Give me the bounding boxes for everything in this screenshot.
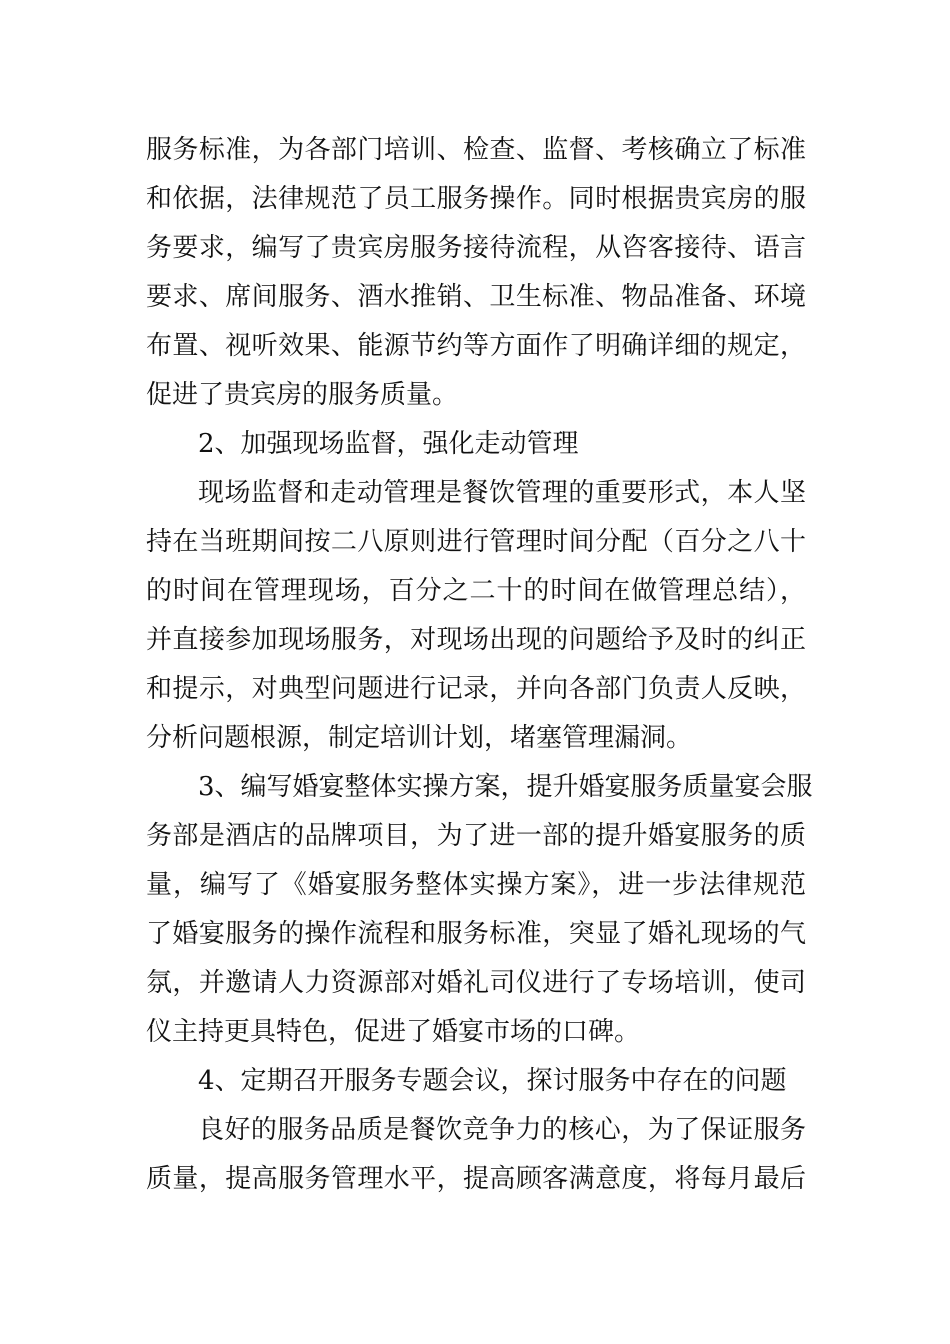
text-line: 和依据，法律规范了员工服务操作。同时根据贵宾房的服 [146,184,806,214]
text-line: 氛，并邀请人力资源部对婚礼司仪进行了专场培训，使司 [146,968,806,998]
document-body [146,126,813,1204]
text-line: 良好的服务品质是餐饮竞争力的核心，为了保证服务 [198,1115,806,1145]
text-line: 仪主持更具特色，促进了婚宴市场的口碑。 [146,1017,641,1047]
section-heading: 3、编写婚宴整体实操方案，提升婚宴服务质量宴会服 [198,772,813,802]
text-line: 促进了贵宾房的服务质量。 [146,380,459,410]
text-line: 务要求，编写了贵宾房服务接待流程，从咨客接待、语言 [146,233,806,263]
text-line: 和提示，对典型问题进行记录，并向各部门负责人反映， [146,674,806,704]
text-line: 布置、视听效果、能源节约等方面作了明确详细的规定， [146,331,806,361]
text-line: 的时间在管理现场，百分之二十的时间在做管理总结）， [146,576,806,606]
text-line: 量，编写了《婚宴服务整体实操方案》，进一步法律规范 [146,870,806,900]
text-line: 务部是酒店的品牌项目，为了进一部的提升婚宴服务的质 [146,821,806,851]
text-line: 质量，提高服务管理水平，提高顾客满意度，将每月最后 [146,1164,806,1194]
text-line: 了婚宴服务的操作流程和服务标准，突显了婚礼现场的气 [146,919,806,949]
text-line: 持在当班期间按二八原则进行管理时间分配（百分之八十 [146,527,806,557]
section-heading: 4、定期召开服务专题会议，探讨服务中存在的问题 [198,1066,787,1096]
text-line: 并直接参加现场服务，对现场出现的问题给予及时的纠正 [146,625,806,655]
text-line: 服务标准，为各部门培训、检查、监督、考核确立了标准 [146,135,806,165]
text-line: 分析问题根源，制定培训计划，堵塞管理漏洞。 [146,723,693,753]
section-heading: 2、加强现场监督，强化走动管理 [198,429,579,459]
text-line: 要求、席间服务、酒水推销、卫生标准、物品准备、环境 [146,282,806,312]
text-line: 现场监督和走动管理是餐饮管理的重要形式，本人坚 [198,478,806,508]
